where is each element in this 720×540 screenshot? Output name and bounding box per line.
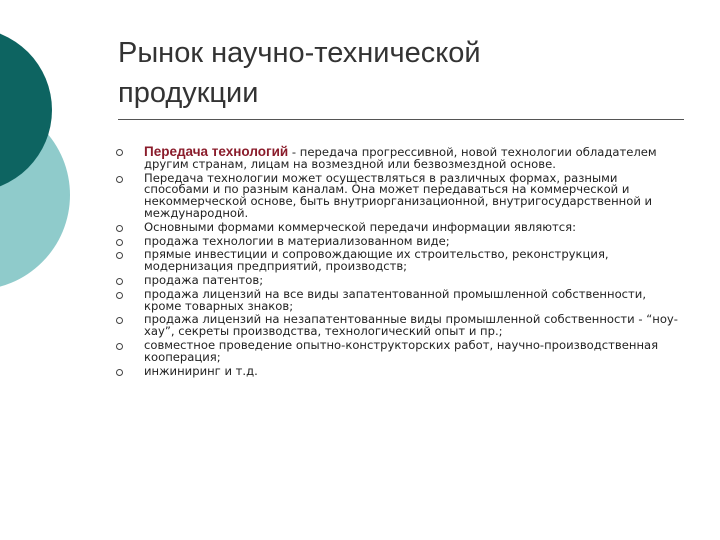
bullet-item — [112, 146, 682, 171]
bullet-item — [112, 286, 682, 313]
hollow-circle-bullet-icon — [116, 149, 123, 156]
bullet-text: Передача технологии может осуществляться в различных формах, разными способами и по разным каналам. Она может передаваться на коммерческой и некоммерческой основе, быть внутриорганизационной, внутригосударственной и международной. — [144, 170, 653, 220]
hollow-circle-bullet-icon — [116, 343, 123, 350]
slide-title — [118, 33, 678, 113]
bullet-item — [112, 272, 682, 287]
bullet-text: - передача прогрессивной, новой технологии обладателем другим странам, лицам на возмездной или безвозмездной основе. — [144, 145, 657, 171]
slide-title-line-1: Рынок научно-технической — [118, 37, 481, 69]
bullet-text: прямые инвестиции и сопровождающие их строительство, реконструкция, модернизация предприятий, производств; — [144, 247, 609, 274]
bullet-text: продажа лицензий на все виды запатентованной промышленной собственности, кроме товарных знаков; — [144, 286, 647, 313]
bullet-text: инжиниринг и т.д. — [144, 363, 258, 378]
slide-title-line-2: продукции — [118, 77, 259, 109]
bullet-text: продажа технологии в материализованном виде; — [144, 233, 450, 248]
bullet-text: совместное проведение опытно-конструкторских работ, научно-производственная кооперация; — [144, 337, 659, 364]
bullet-text: продажа лицензий на незапатентованные виды промышленной собственности - “ноу-хау”, секреты производства, технологический опыт и пр.; — [144, 312, 678, 339]
bullet-item — [112, 233, 682, 248]
bullet-item — [112, 249, 682, 273]
title-divider — [118, 119, 684, 120]
hollow-circle-bullet-icon — [116, 292, 123, 299]
bullet-item — [112, 219, 682, 234]
hollow-circle-bullet-icon — [116, 278, 123, 285]
bullet-list — [112, 146, 682, 379]
hollow-circle-bullet-icon — [116, 176, 123, 183]
hollow-circle-bullet-icon — [116, 317, 123, 324]
hollow-circle-bullet-icon — [116, 252, 123, 259]
bullet-item — [112, 337, 682, 364]
bullet-item — [112, 314, 682, 338]
bullet-term: Передача технологий — [144, 144, 289, 159]
bullet-text: Основными формами коммерческой передачи информации являются: — [144, 219, 576, 234]
bullet-item — [112, 170, 682, 220]
hollow-circle-bullet-icon — [116, 225, 123, 232]
bullet-text: продажа патентов; — [144, 272, 264, 287]
hollow-circle-bullet-icon — [116, 239, 123, 246]
hollow-circle-bullet-icon — [116, 369, 123, 376]
bullet-item — [112, 363, 682, 378]
